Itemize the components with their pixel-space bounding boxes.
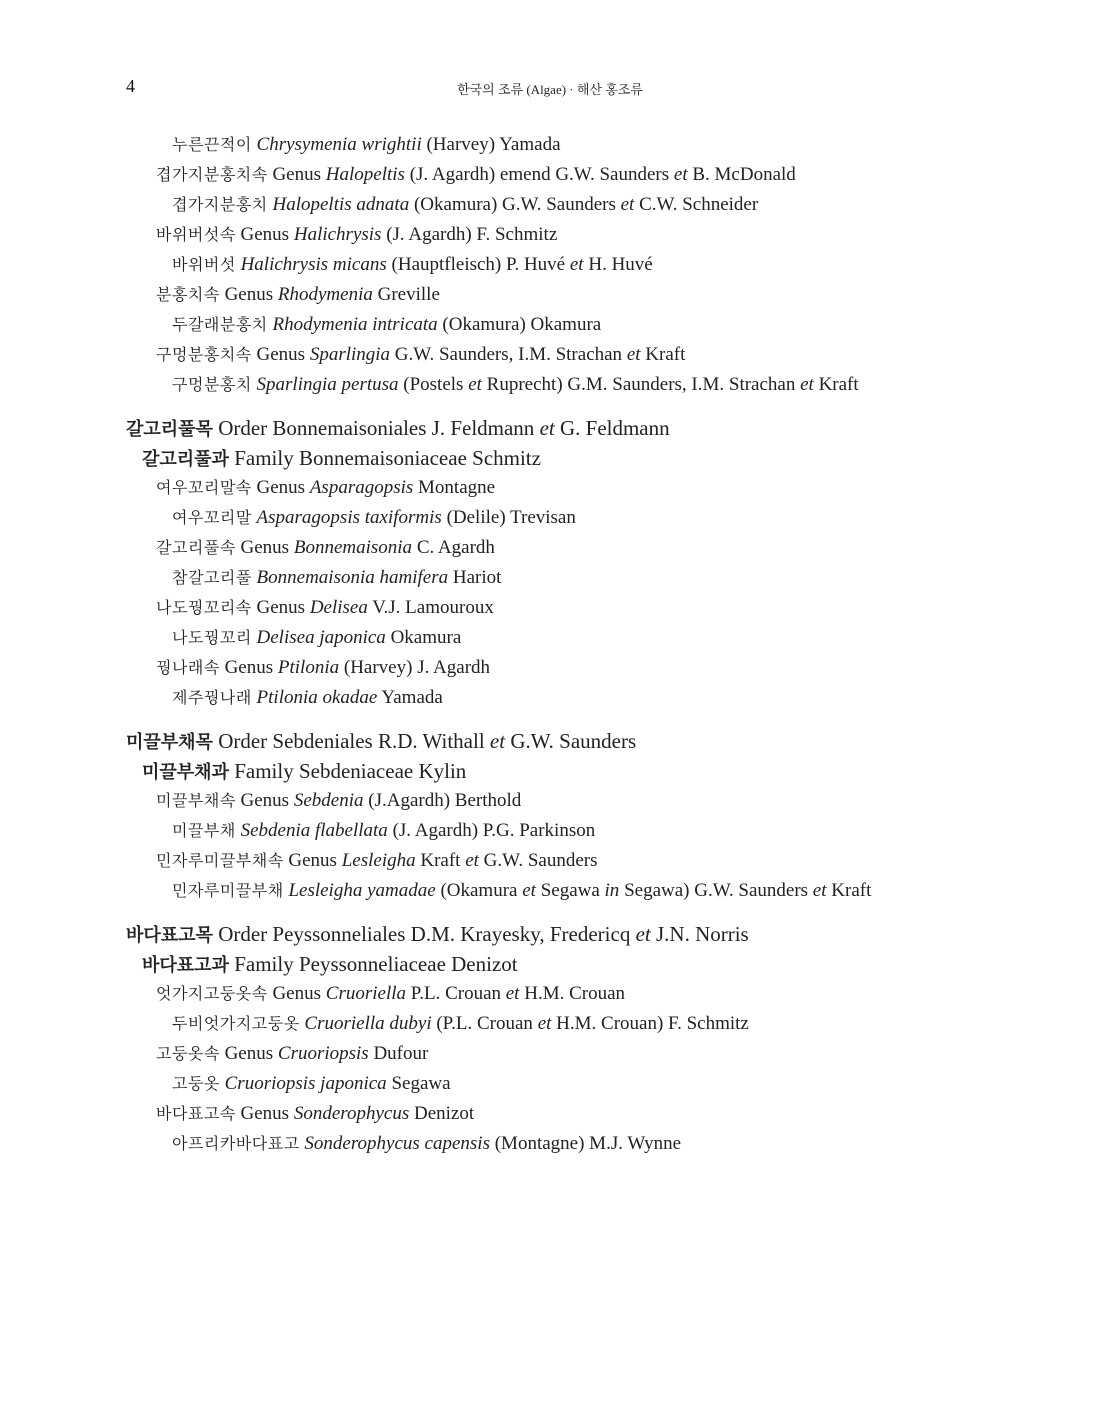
korean-name: 분홍치속 bbox=[156, 285, 220, 304]
name-part: (Okamura bbox=[435, 880, 523, 901]
korean-name: 두갈래분홍치 bbox=[172, 315, 268, 334]
korean-name: 겹가지분홍치 bbox=[172, 195, 268, 214]
genus-entry bbox=[0, 1099, 1100, 1129]
korean-name: 고둥옷 bbox=[172, 1074, 220, 1093]
name-part: Genus bbox=[224, 657, 278, 678]
name-part: (Delile) Trevisan bbox=[441, 507, 576, 528]
genus-entry bbox=[0, 340, 1100, 370]
italic-name-part: Chrysymenia wrightii bbox=[256, 134, 422, 155]
genus-entry bbox=[0, 1039, 1100, 1069]
korean-name: 바다표고과 bbox=[142, 955, 229, 976]
name-part: Dufour bbox=[368, 1043, 429, 1064]
korean-name: 갈고리풀목 bbox=[126, 419, 213, 440]
italic-name-part: et bbox=[812, 880, 827, 901]
species-entry bbox=[0, 623, 1100, 653]
name-part: Greville bbox=[372, 284, 440, 305]
genus-entry bbox=[0, 160, 1100, 190]
italic-name-part: Delisea japonica bbox=[256, 627, 386, 648]
genus-entry bbox=[0, 473, 1100, 503]
section-gap bbox=[0, 906, 1100, 919]
name-part: G. Feldmann bbox=[554, 416, 670, 440]
italic-name-part: et bbox=[505, 983, 520, 1004]
korean-name: 여우꼬리말속 bbox=[156, 478, 252, 497]
korean-name: 미끌부채과 bbox=[142, 762, 229, 783]
korean-name: 구멍분홍치 bbox=[172, 375, 252, 394]
genus-entry bbox=[0, 280, 1100, 310]
korean-name: 바다표고목 bbox=[126, 925, 213, 946]
name-part: Genus bbox=[240, 224, 294, 245]
name-part: G.W. Saunders, I.M. Strachan bbox=[390, 344, 627, 365]
korean-name: 누른끈적이 bbox=[172, 135, 252, 154]
name-part: (Harvey) Yamada bbox=[421, 134, 561, 155]
korean-name: 꿩나래속 bbox=[156, 658, 220, 677]
name-part: Family Peyssonneliaceae Denizot bbox=[234, 952, 518, 976]
name-part: Genus bbox=[224, 284, 278, 305]
name-part: (J.Agardh) Berthold bbox=[363, 790, 522, 811]
running-title: 한국의 조류 (Algae) · 해산 홍조류 bbox=[457, 82, 643, 97]
family-entry bbox=[0, 949, 1100, 979]
name-part: Genus bbox=[288, 850, 342, 871]
name-part: Genus bbox=[272, 164, 326, 185]
species-entry bbox=[0, 1069, 1100, 1099]
italic-name-part: Cruoriopsis japonica bbox=[224, 1073, 387, 1094]
name-part: Kraft bbox=[826, 880, 872, 901]
species-entry bbox=[0, 310, 1100, 340]
korean-name: 바위버섯속 bbox=[156, 225, 236, 244]
italic-name-part: Bonnemaisonia bbox=[293, 537, 413, 558]
order-entry bbox=[0, 413, 1100, 443]
italic-name-part: Asparagopsis taxiformis bbox=[256, 507, 442, 528]
italic-name-part: Cruoriopsis bbox=[277, 1043, 369, 1064]
korean-name: 민자루미끌부채속 bbox=[156, 851, 284, 870]
italic-name-part: et bbox=[489, 729, 506, 753]
section-gap bbox=[0, 713, 1100, 726]
italic-name-part: Halopeltis adnata bbox=[272, 194, 410, 215]
italic-name-part: et bbox=[468, 374, 482, 395]
species-entry bbox=[0, 1009, 1100, 1039]
italic-name-part: et bbox=[635, 922, 651, 946]
name-part: (Okamura) Okamura bbox=[437, 314, 602, 335]
name-part: Kraft bbox=[640, 344, 686, 365]
italic-name-part: Rhodymenia bbox=[277, 284, 373, 305]
italic-name-part: Ptilonia okadae bbox=[256, 687, 378, 708]
species-entry bbox=[0, 683, 1100, 713]
genus-entry bbox=[0, 220, 1100, 250]
name-part: Genus bbox=[224, 1043, 278, 1064]
name-part: Order Bonnemaisoniales J. Feldmann bbox=[218, 416, 540, 440]
korean-name: 구멍분홍치속 bbox=[156, 345, 252, 364]
name-part: Genus bbox=[256, 477, 310, 498]
korean-name: 아프리카바다표고 bbox=[172, 1134, 300, 1153]
korean-name: 고둥옷속 bbox=[156, 1044, 220, 1063]
name-part: Genus bbox=[256, 344, 310, 365]
name-part: C. Agardh bbox=[412, 537, 495, 558]
name-part: Genus bbox=[256, 597, 310, 618]
korean-name: 미끌부채목 bbox=[126, 732, 213, 753]
name-part: Hariot bbox=[448, 567, 502, 588]
name-part: Order Sebdeniales R.D. Withall bbox=[218, 729, 490, 753]
italic-name-part: Cruoriella bbox=[325, 983, 406, 1004]
korean-name: 여우꼬리말 bbox=[172, 508, 252, 527]
korean-name: 미끌부채속 bbox=[156, 791, 236, 810]
name-part: (Postels bbox=[398, 374, 469, 395]
korean-name: 바다표고속 bbox=[156, 1104, 236, 1123]
name-part: G.W. Saunders bbox=[478, 850, 598, 871]
italic-name-part: Sonderophycus capensis bbox=[304, 1133, 490, 1154]
name-part: Segawa) G.W. Saunders bbox=[619, 880, 813, 901]
name-part: Family Bonnemaisoniaceae Schmitz bbox=[234, 446, 541, 470]
genus-entry bbox=[0, 533, 1100, 563]
genus-entry bbox=[0, 846, 1100, 876]
italic-name-part: Sebdenia flabellata bbox=[240, 820, 388, 841]
italic-name-part: Halichrysis bbox=[293, 224, 382, 245]
species-entry bbox=[0, 250, 1100, 280]
italic-name-part: et bbox=[626, 344, 641, 365]
page-number: 4 bbox=[126, 76, 135, 96]
species-entry bbox=[0, 190, 1100, 220]
family-entry bbox=[0, 756, 1100, 786]
name-part: Denizot bbox=[409, 1103, 475, 1124]
name-part: (Harvey) J. Agardh bbox=[339, 657, 491, 678]
korean-name: 엇가지고둥옷속 bbox=[156, 984, 268, 1003]
species-entry bbox=[0, 563, 1100, 593]
name-part: G.W. Saunders bbox=[505, 729, 637, 753]
section-gap bbox=[0, 400, 1100, 413]
italic-name-part: Sebdenia bbox=[293, 790, 364, 811]
species-entry bbox=[0, 370, 1100, 400]
name-part: Genus bbox=[240, 1103, 294, 1124]
italic-name-part: et bbox=[465, 850, 479, 871]
name-part: Genus bbox=[240, 790, 294, 811]
italic-name-part: et bbox=[673, 164, 688, 185]
species-entry bbox=[0, 130, 1100, 160]
name-part: Family Sebdeniaceae Kylin bbox=[234, 759, 467, 783]
name-part: V.J. Lamouroux bbox=[367, 597, 494, 618]
species-entry bbox=[0, 816, 1100, 846]
genus-entry bbox=[0, 653, 1100, 683]
italic-name-part: et bbox=[537, 1013, 552, 1034]
italic-name-part: Sparlingia pertusa bbox=[256, 374, 399, 395]
korean-name: 나도꿩꼬리속 bbox=[156, 598, 252, 617]
name-part: Segawa bbox=[535, 880, 605, 901]
italic-name-part: Ptilonia bbox=[277, 657, 340, 678]
genus-entry bbox=[0, 593, 1100, 623]
name-part: H. Huvé bbox=[583, 254, 653, 275]
italic-name-part: Halichrysis micans bbox=[240, 254, 387, 275]
species-entry bbox=[0, 876, 1100, 906]
name-part: (Okamura) G.W. Saunders bbox=[409, 194, 621, 215]
italic-name-part: Halopeltis bbox=[325, 164, 405, 185]
name-part: H.M. Crouan bbox=[519, 983, 626, 1004]
family-entry bbox=[0, 443, 1100, 473]
name-part: P.L. Crouan bbox=[406, 983, 506, 1004]
italic-name-part: et bbox=[569, 254, 584, 275]
italic-name-part: Asparagopsis bbox=[309, 477, 414, 498]
italic-name-part: Lesleigha bbox=[341, 850, 416, 871]
name-part: (P.L. Crouan bbox=[431, 1013, 538, 1034]
name-part: (Montagne) M.J. Wynne bbox=[489, 1133, 682, 1154]
korean-name: 제주꿩나래 bbox=[172, 688, 252, 707]
korean-name: 두비엇가지고둥옷 bbox=[172, 1014, 300, 1033]
species-entry bbox=[0, 1129, 1100, 1159]
species-entry bbox=[0, 503, 1100, 533]
italic-name-part: Sonderophycus bbox=[293, 1103, 410, 1124]
korean-name: 갈고리풀과 bbox=[142, 449, 229, 470]
genus-entry bbox=[0, 979, 1100, 1009]
italic-name-part: Lesleigha yamadae bbox=[288, 880, 436, 901]
name-part: C.W. Schneider bbox=[634, 194, 759, 215]
name-part: Kraft bbox=[415, 850, 466, 871]
italic-name-part: et bbox=[620, 194, 635, 215]
name-part: Kraft bbox=[813, 374, 859, 395]
korean-name: 나도꿩꼬리 bbox=[172, 628, 252, 647]
name-part: Yamada bbox=[377, 687, 443, 708]
name-part: Order Peyssonneliales D.M. Krayesky, Fredericq bbox=[218, 922, 636, 946]
name-part: Ruprecht) G.M. Saunders, I.M. Strachan bbox=[481, 374, 801, 395]
name-part: (J. Agardh) P.G. Parkinson bbox=[387, 820, 596, 841]
italic-name-part: Rhodymenia intricata bbox=[272, 314, 438, 335]
name-part: B. McDonald bbox=[687, 164, 796, 185]
italic-name-part: et bbox=[522, 880, 536, 901]
italic-name-part: et bbox=[539, 416, 555, 440]
name-part: Okamura bbox=[385, 627, 462, 648]
name-part: H.M. Crouan) F. Schmitz bbox=[551, 1013, 749, 1034]
korean-name: 갈고리풀속 bbox=[156, 538, 236, 557]
name-part: J.N. Norris bbox=[650, 922, 749, 946]
name-part: Segawa bbox=[386, 1073, 451, 1094]
korean-name: 민자루미끌부채 bbox=[172, 881, 284, 900]
name-part: Montagne bbox=[413, 477, 496, 498]
name-part: (J. Agardh) emend G.W. Saunders bbox=[404, 164, 674, 185]
korean-name: 참갈고리풀 bbox=[172, 568, 252, 587]
italic-name-part: in bbox=[604, 880, 620, 901]
name-part: (Hauptfleisch) P. Huvé bbox=[386, 254, 570, 275]
italic-name-part: et bbox=[800, 374, 814, 395]
name-part: (J. Agardh) F. Schmitz bbox=[381, 224, 558, 245]
name-part: Genus bbox=[240, 537, 294, 558]
korean-name: 바위버섯 bbox=[172, 255, 236, 274]
italic-name-part: Sparlingia bbox=[309, 344, 391, 365]
order-entry bbox=[0, 726, 1100, 756]
italic-name-part: Bonnemaisonia hamifera bbox=[256, 567, 449, 588]
italic-name-part: Cruoriella dubyi bbox=[304, 1013, 432, 1034]
italic-name-part: Delisea bbox=[309, 597, 368, 618]
korean-name: 겹가지분홍치속 bbox=[156, 165, 268, 184]
name-part: Genus bbox=[272, 983, 326, 1004]
order-entry bbox=[0, 919, 1100, 949]
genus-entry bbox=[0, 786, 1100, 816]
taxon-list bbox=[0, 130, 1100, 1159]
korean-name: 미끌부채 bbox=[172, 821, 236, 840]
